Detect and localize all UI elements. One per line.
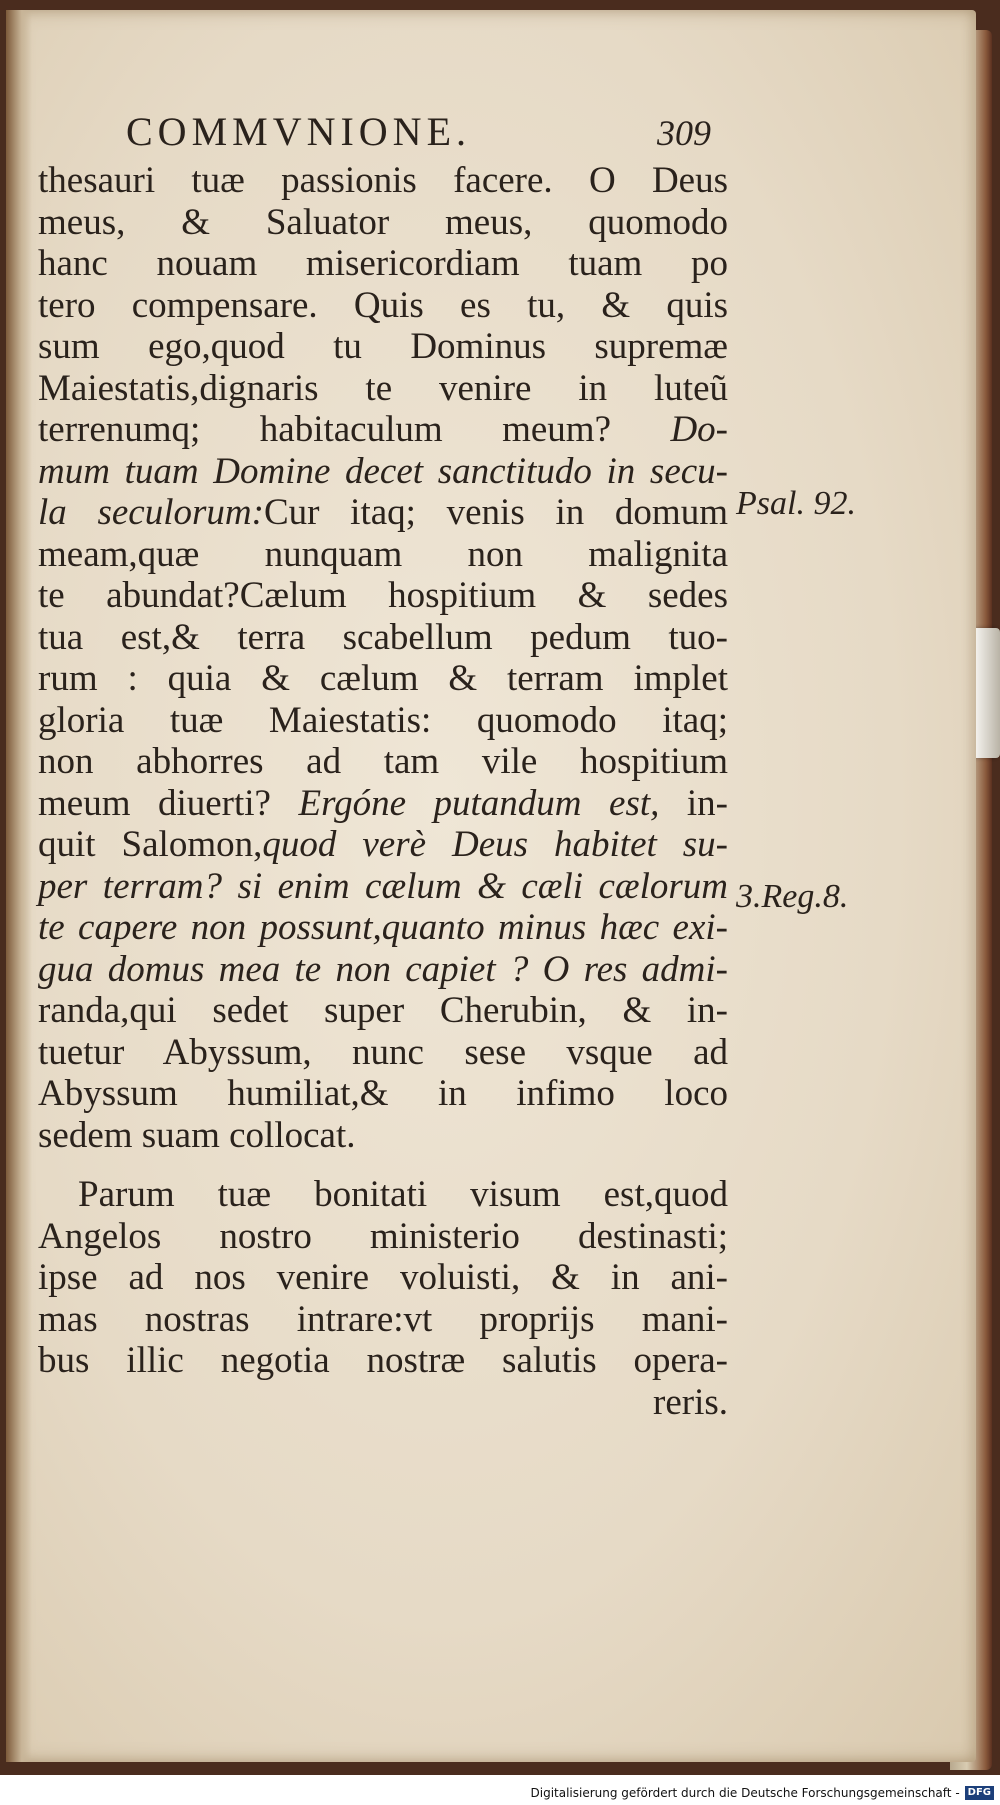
text-line: randa,qui sedet super Cherubin, & in-: [38, 990, 728, 1031]
text-line: [38, 409, 728, 451]
page-gutter: [6, 10, 32, 1762]
marginal-note-kings: 3.Reg.8.: [736, 878, 849, 915]
text-segment: Cur itaq; venis in domum: [263, 492, 728, 533]
text-line: [38, 492, 728, 534]
text-line: per terram? si enim cælum & cæli cælorum: [38, 865, 728, 907]
text-segment: quit Salomon,: [38, 824, 263, 865]
text-line: [38, 949, 728, 991]
text-line: mas nostras intrare:vt proprijs mani-: [38, 1298, 728, 1340]
text-line: Maiestatis,dignaris te venire in luteũ: [38, 367, 728, 409]
text-line: non abhorres ad tam vile hospitium: [38, 741, 728, 782]
text-segment: terrenumq; habitaculum meum?: [38, 409, 671, 450]
text-line: ipse ad nos venire voluisti, & in ani-: [38, 1257, 728, 1298]
book-page: [6, 10, 976, 1762]
text-line: Angelos nostro ministerio destinasti;: [38, 1215, 728, 1257]
italic-quote: quod verè Deus habitet su-: [262, 824, 728, 865]
italic-quote: Ergóne putandum est,: [298, 782, 660, 824]
text-line: reris.: [653, 1381, 728, 1423]
text-line: Abyssum humiliat,& in infimo loco: [38, 1073, 728, 1114]
text-line: te abundat?Cælum hospitium & sedes: [38, 575, 728, 616]
text-line: Parum tuæ bonitati visum est,quod: [78, 1174, 728, 1215]
digitization-credit: [531, 1786, 995, 1800]
text-line: tuetur Abyssum, nunc sese vsque ad: [38, 1031, 728, 1073]
text-line: [38, 783, 728, 825]
text-line: te capere non possunt,quanto minus hæc exi-: [38, 907, 728, 948]
text-line: thesauri tuæ passionis facere. O Deus: [38, 160, 728, 201]
page-number: 309: [657, 113, 711, 153]
text-segment: meum diuerti?: [38, 782, 299, 824]
marginal-note-psalm: Psal. 92.: [736, 485, 856, 522]
text-line: rum : quia & cælum & terram implet: [38, 658, 728, 699]
page-header: [126, 108, 711, 160]
text-line: tero compensare. Quis es tu, & quis: [38, 284, 728, 326]
text-line: sum ego,quod tu Dominus supremæ: [38, 326, 728, 367]
paragraph-gap: [38, 1156, 728, 1174]
text-line: sedem suam collocat.: [38, 1114, 356, 1156]
italic-quote: la seculorum:: [38, 492, 264, 533]
text-line: [38, 824, 728, 866]
text-line: gloria tuæ Maiestatis: quomodo itaq;: [38, 699, 728, 741]
dfg-logo: DFG: [965, 1786, 994, 1800]
text-line: meam,quæ nunquam non malignita: [38, 533, 728, 575]
text-line: tua est,& terra scabellum pedum tuo-: [38, 616, 728, 658]
text-line: hanc nouam misericordiam tuam po: [38, 243, 728, 284]
running-head: COMMVNIONE.: [126, 109, 471, 154]
italic-quote: gua domus mea te non capiet ? O res admi-: [38, 948, 728, 990]
text-segment: in-: [659, 782, 728, 824]
italic-quote: Do-: [670, 409, 728, 450]
text-line: [38, 451, 728, 493]
credit-text: Digitalisierung gefördert durch die Deutsche Forschungsgemeinschaft -: [530, 1786, 960, 1800]
italic-quote: mum tuam Domine decet sanctitudo in secu-: [38, 450, 728, 492]
body-text: [38, 160, 728, 1423]
text-line: bus illic negotia nostræ salutis opera-: [38, 1340, 728, 1381]
text-line: meus, & Saluator meus, quomodo: [38, 201, 728, 243]
